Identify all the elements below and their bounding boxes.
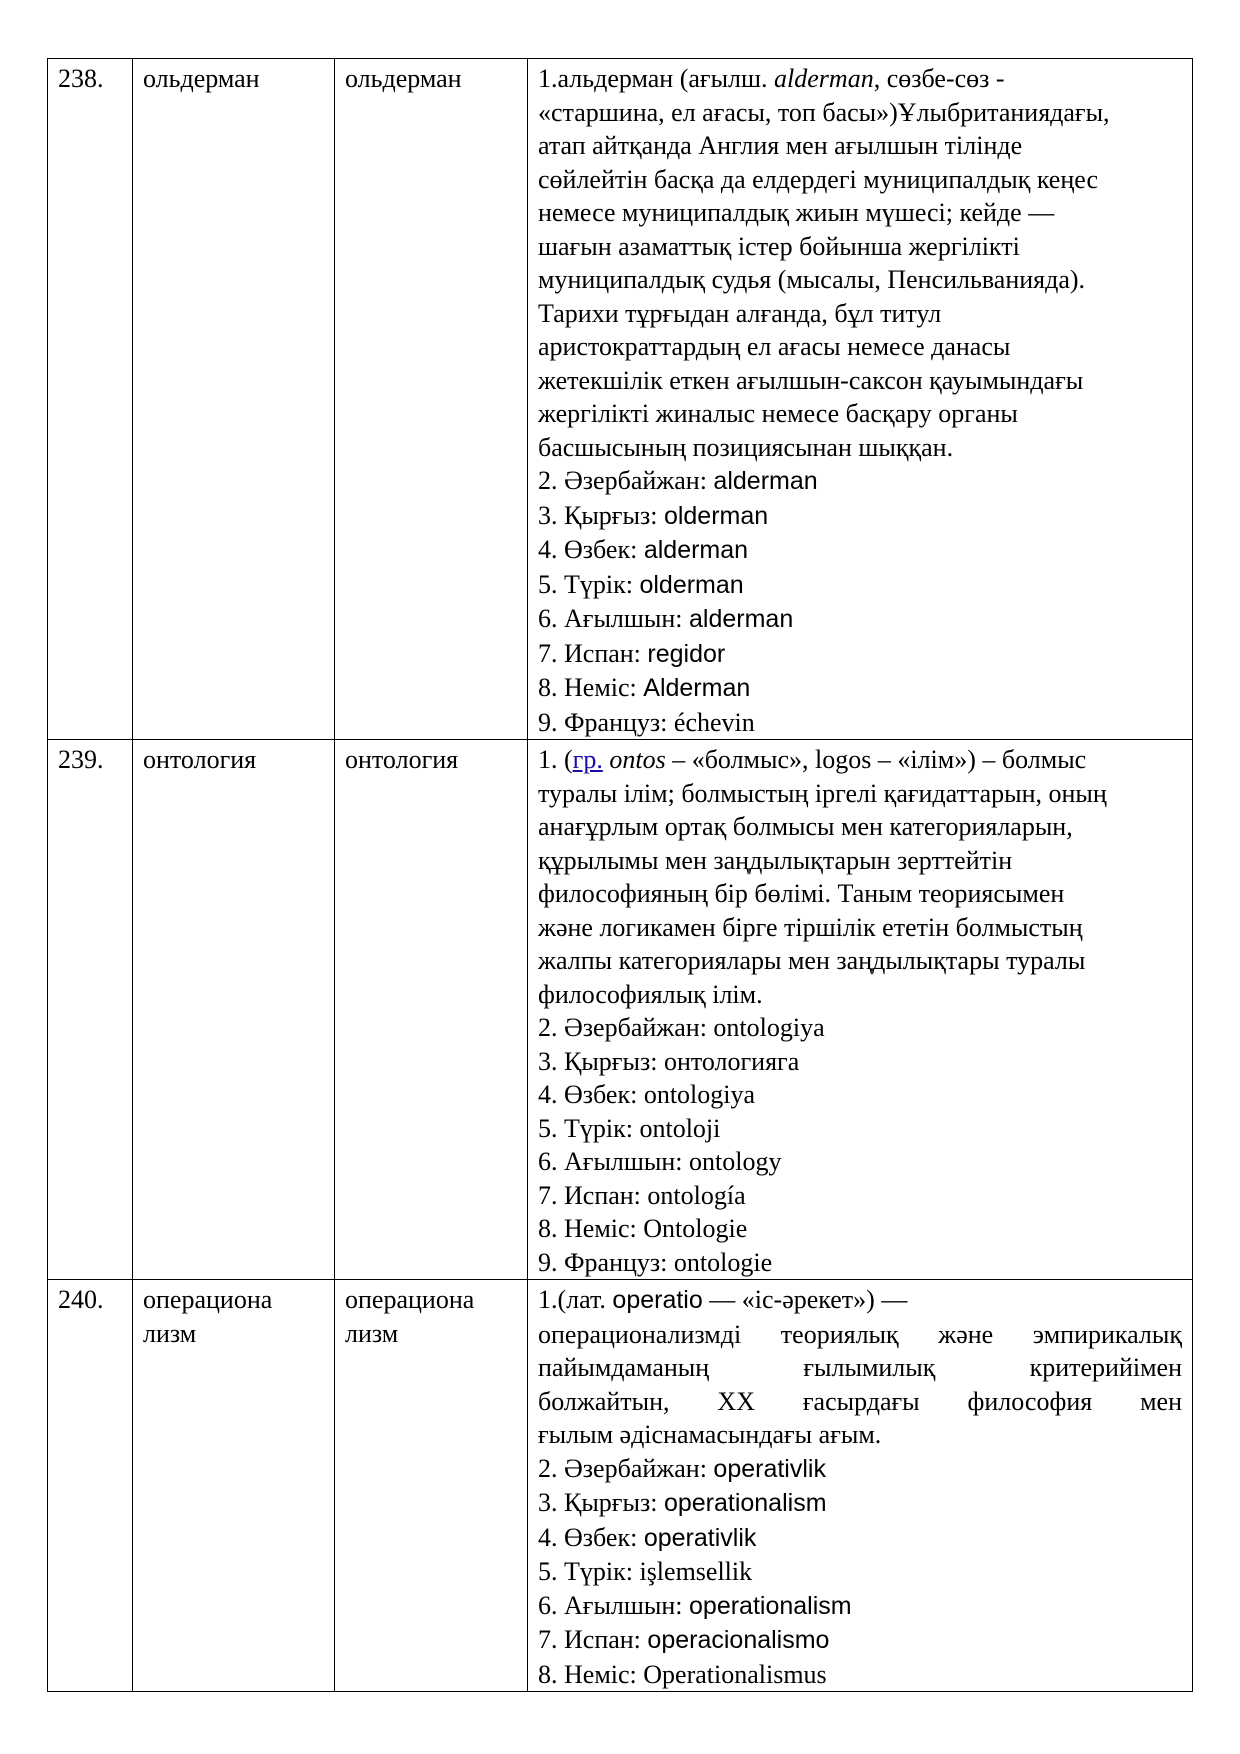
translation-value: operationalism: [663, 1489, 827, 1517]
term-line: операциона: [143, 1285, 273, 1314]
term-line: операциона: [345, 1285, 475, 1314]
term-variant: [335, 1280, 528, 1692]
language-label: 5. Түрік:: [538, 1557, 640, 1586]
translation-line: [538, 1521, 1182, 1556]
language-label: 6. Ағылшын:: [538, 604, 690, 633]
term-variant: [335, 740, 528, 1280]
definition-cell: [528, 59, 1193, 740]
term-line: онтология: [345, 745, 459, 774]
translation-line: [538, 1078, 1182, 1112]
definition-line: [538, 743, 1182, 777]
definition-line: жергілікті жиналыс немесе басқару органы: [538, 399, 1018, 428]
language-label: 4. Өзбек:: [538, 1080, 644, 1109]
table-row: [48, 740, 1193, 1280]
language-label: 4. Өзбек:: [538, 1522, 644, 1552]
translation-line: [538, 1486, 1182, 1521]
term-kazakh: [133, 59, 335, 740]
definition-line: аристократтардың ел ағасы немесе данасы: [538, 332, 1011, 361]
translation-line: [538, 499, 1182, 534]
language-label: 3. Қырғыз:: [538, 1046, 664, 1076]
definition-cell: [528, 1280, 1193, 1692]
definition-text: 1. (: [538, 745, 573, 774]
language-label: 3. Қырғыз:: [538, 500, 664, 530]
term-line: лизм: [143, 1318, 197, 1348]
definition-line: философияның бір бөлімі. Таным теориясымен: [538, 879, 1065, 908]
language-label: 8. Неміс:: [538, 1214, 644, 1243]
translation-value: alderman: [643, 536, 749, 564]
translation-value: operacionalismo: [647, 1626, 830, 1654]
translation-value: alderman: [689, 605, 794, 633]
definition-line: жалпы категориялары мен заңдылықтары туралы: [538, 946, 1086, 975]
definition-cell: [528, 740, 1193, 1280]
translation-line: [538, 1179, 1182, 1213]
definition-text: 1.альдерман (ағылш.: [538, 64, 775, 93]
language-label: 5. Түрік:: [538, 569, 640, 599]
translation-value: operativlik: [713, 1454, 826, 1483]
translation-value: ontoloji: [639, 1113, 721, 1143]
translation-value: regidor: [647, 639, 726, 668]
definition-line: құрылымы мен заңдылықтарын зерттейтін: [538, 845, 1013, 875]
translation-line: [538, 602, 1182, 637]
translation-line: [538, 1145, 1182, 1179]
translation-value: échevin: [673, 707, 755, 737]
term-line: лизм: [345, 1318, 399, 1348]
translation-value: işlemsellik: [639, 1557, 753, 1586]
definition-line: пайымдаманың ғылымилық критерийімен: [538, 1353, 1182, 1382]
definition-line: операционализмді теориялық және эмпирикалық: [538, 1319, 1182, 1349]
language-label: 5. Түрік:: [538, 1113, 640, 1143]
language-label: 3. Қырғыз:: [538, 1488, 664, 1517]
term-kazakh: [133, 740, 335, 1280]
translation-value: operationalism: [689, 1591, 852, 1620]
language-label: 4. Өзбек:: [538, 535, 644, 564]
translation-line: [538, 1452, 1182, 1487]
translation-line: [538, 706, 1182, 740]
translation-line: [538, 533, 1182, 568]
table-row: [48, 59, 1193, 740]
definition-text: 1.(лат.: [538, 1285, 613, 1314]
definition-line: атап айтқанда Англия мен ағылшын тілінде: [538, 131, 1023, 160]
translation-value: olderman: [639, 570, 744, 599]
table-row: [48, 1280, 1193, 1692]
language-label: 8. Неміс:: [538, 673, 644, 702]
translation-line: [538, 1555, 1182, 1589]
definition-line: шағын азаматтық істер бойынша жергілікті: [538, 231, 1020, 261]
definition-line: [538, 62, 1182, 96]
language-label: 6. Ағылшын:: [538, 1590, 690, 1620]
definition-line: болжайтын, XX ғасырдағы философия мен: [538, 1386, 1182, 1416]
definition-term: operatio: [612, 1286, 703, 1314]
definition-line: [538, 1283, 1182, 1318]
translation-line: [538, 1658, 1182, 1692]
translation-line: [538, 671, 1182, 706]
translation-value: Alderman: [643, 674, 751, 702]
glossary-table: [47, 58, 1193, 1692]
language-label: 9. Француз:: [538, 707, 674, 737]
language-label: 8. Неміс:: [538, 1659, 644, 1689]
definition-line: басшысының позициясынан шыққан.: [538, 432, 954, 462]
translation-value: operativlik: [643, 1523, 757, 1552]
translation-value: alderman: [713, 467, 818, 495]
entry-number: 239.: [48, 740, 133, 1280]
translation-line: [538, 637, 1182, 672]
definition-text: , сөзбе-сөз -: [873, 64, 1005, 93]
translation-value: ontología: [647, 1180, 746, 1210]
definition-line: сөйлейтін басқа да елдердегі муниципалдық кеңес: [538, 164, 1098, 194]
translation-line: [538, 568, 1182, 603]
definition-line: анағұрлым ортақ болмысы мен категорияларын,: [538, 812, 1073, 841]
translation-line: [538, 1623, 1182, 1658]
language-label: 7. Испан:: [538, 1625, 648, 1654]
translation-value: ontology: [689, 1147, 782, 1176]
language-label: 9. Француз:: [538, 1247, 674, 1277]
translation-line: [538, 1212, 1182, 1246]
term-line: ольдерман: [345, 64, 462, 93]
translation-line: [538, 464, 1182, 499]
definition-line: және логикамен бірге тіршілік ететін болмыстың: [538, 912, 1083, 942]
greek-abbreviation-link[interactable]: гр.: [572, 745, 603, 774]
term-variant: [335, 59, 528, 740]
definition-line: туралы ілім; болмыстың іргелі қағидаттарын, оның: [538, 778, 1107, 808]
translation-value: ontologiya: [643, 1080, 756, 1109]
term-line: онтология: [143, 745, 257, 774]
translation-value: Ontologie: [643, 1214, 748, 1243]
translation-line: [538, 1112, 1182, 1146]
translation-value: ontologiya: [713, 1013, 825, 1042]
language-label: 2. Әзербайжан:: [538, 466, 714, 495]
language-label: 2. Әзербайжан:: [538, 1013, 714, 1042]
entry-number: 240.: [48, 1280, 133, 1692]
definition-line: муниципалдық судья (мысалы, Пенсильванияда).: [538, 265, 1086, 294]
translation-line: [538, 1246, 1182, 1280]
translation-value: онтологияга: [663, 1046, 800, 1076]
language-label: 7. Испан:: [538, 1180, 648, 1210]
translation-value: olderman: [663, 501, 769, 530]
definition-line: немесе муниципалдық жиын мүшесі; кейде —: [538, 198, 1055, 227]
definition-line: «старшина, ел ағасы, топ басы»)Ұлыбританиядағы,: [538, 97, 1110, 127]
definition-line: Тарихи тұрғыдан алғанда, бұл титул: [538, 298, 942, 328]
definition-text: – «болмыс», logos – «ілім») – болмыс: [665, 745, 1087, 774]
definition-text: — «іс-әрекет») —: [702, 1285, 908, 1314]
language-label: 6. Ағылшын:: [538, 1147, 690, 1176]
term-kazakh: [133, 1280, 335, 1692]
translation-line: [538, 1045, 1182, 1079]
translation-line: [538, 1011, 1182, 1045]
definition-line: ғылым әдіснамасындағы ағым.: [538, 1420, 882, 1449]
term-line: ольдерман: [143, 64, 260, 93]
translation-line: [538, 1589, 1182, 1624]
entry-number: 238.: [48, 59, 133, 740]
translation-value: ontologie: [673, 1247, 773, 1277]
definition-term-italic: alderman: [774, 64, 874, 93]
language-label: 7. Испан:: [538, 638, 648, 668]
definition-term-italic: ontos: [609, 745, 666, 774]
definition-line: жетекшілік еткен ағылшын-саксон қауымындағы: [538, 365, 1084, 395]
definition-line: философиялық ілім.: [538, 979, 763, 1009]
translation-value: Operationalismus: [643, 1659, 827, 1689]
language-label: 2. Әзербайжан:: [538, 1453, 714, 1483]
